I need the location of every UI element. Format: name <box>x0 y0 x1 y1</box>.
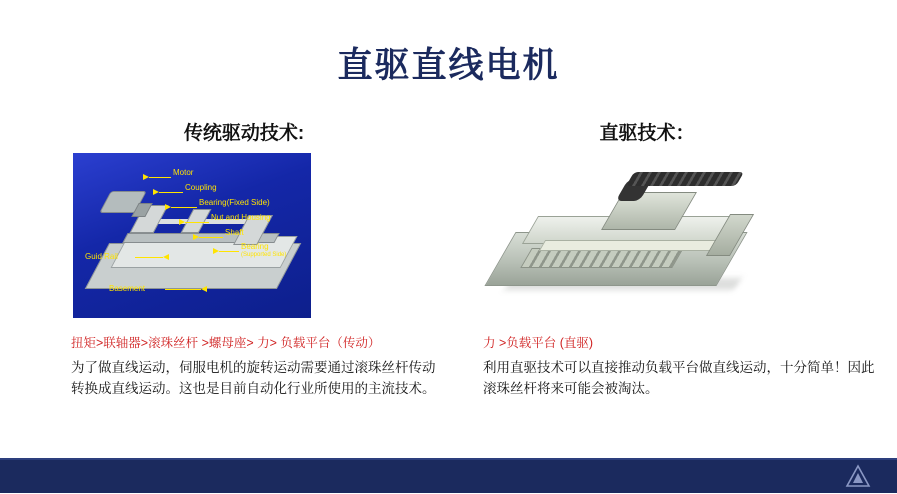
leader-arrow-shaft <box>193 234 199 240</box>
leader-arrow-bearing-fixed <box>165 204 171 210</box>
left-body-text: 为了做直线运动，伺服电机的旋转运动需要通过滚珠丝杆传动转换成直线运动。这也是目前自动化行业所使用的主流技术。 <box>71 360 436 396</box>
cable-chain-shape <box>626 172 744 186</box>
leader-arrow-basement <box>201 286 207 292</box>
diagram-label-bearing-supported: (Supported Side) <box>241 252 287 258</box>
leader-line-shaft <box>199 237 223 238</box>
direct-drive-photo <box>482 148 772 323</box>
column-traditional <box>40 118 440 396</box>
diagram-label-basement: Basement <box>109 284 146 293</box>
magnet-track-shape <box>520 248 684 268</box>
diagram-label-motor: Motor <box>173 168 194 177</box>
right-heading: 直驱技术： <box>599 123 695 144</box>
diagram-label-bearing: Bearing <box>241 242 269 251</box>
diagram-label-guid-rail: Guid Rail <box>85 252 118 261</box>
footer-bar <box>0 460 897 493</box>
leader-line-coupling <box>159 192 183 193</box>
leader-line-basement <box>165 289 201 290</box>
leader-line-motor <box>149 177 171 178</box>
leader-arrow-coupling <box>153 189 159 195</box>
left-heading: 传统驱动技术: <box>183 123 305 144</box>
leader-line-nut-housing <box>185 222 209 223</box>
diagram-label-shaft: Shaft <box>225 228 244 237</box>
linear-rail-shape <box>539 240 733 251</box>
traditional-drive-diagram <box>73 153 311 318</box>
right-red-caption: 力 >负载平台 (直驱) <box>483 336 594 350</box>
leader-arrow-motor <box>143 174 149 180</box>
triangle-logo-icon <box>845 463 871 489</box>
diagram-label-nut-housing: Nut and Housing <box>211 213 271 222</box>
diagram-label-coupling: Coupling <box>185 183 217 192</box>
leader-arrow-guid-rail <box>163 254 169 260</box>
leader-line-guid-rail <box>135 257 163 258</box>
left-red-caption: 扭矩>联轴器>滚珠丝杆 >螺母座> 力> 负载平台（传动） <box>71 336 381 350</box>
leader-arrow-bearing-supported <box>213 248 219 254</box>
diagram-label-bearing-fixed: Bearing(Fixed Side) <box>199 198 270 207</box>
leader-arrow-nut-housing <box>179 219 185 225</box>
leader-line-bearing-fixed <box>171 207 197 208</box>
column-direct-drive <box>452 118 875 396</box>
page-title: 直驱直线电机 <box>337 46 560 85</box>
leader-line-bearing-supported <box>219 251 239 252</box>
right-body-text: 利用直驱技术可以直接推动负载平台做直线运动，十分简单！因此滚珠丝杆将来可能会被淘汰。 <box>483 360 875 396</box>
